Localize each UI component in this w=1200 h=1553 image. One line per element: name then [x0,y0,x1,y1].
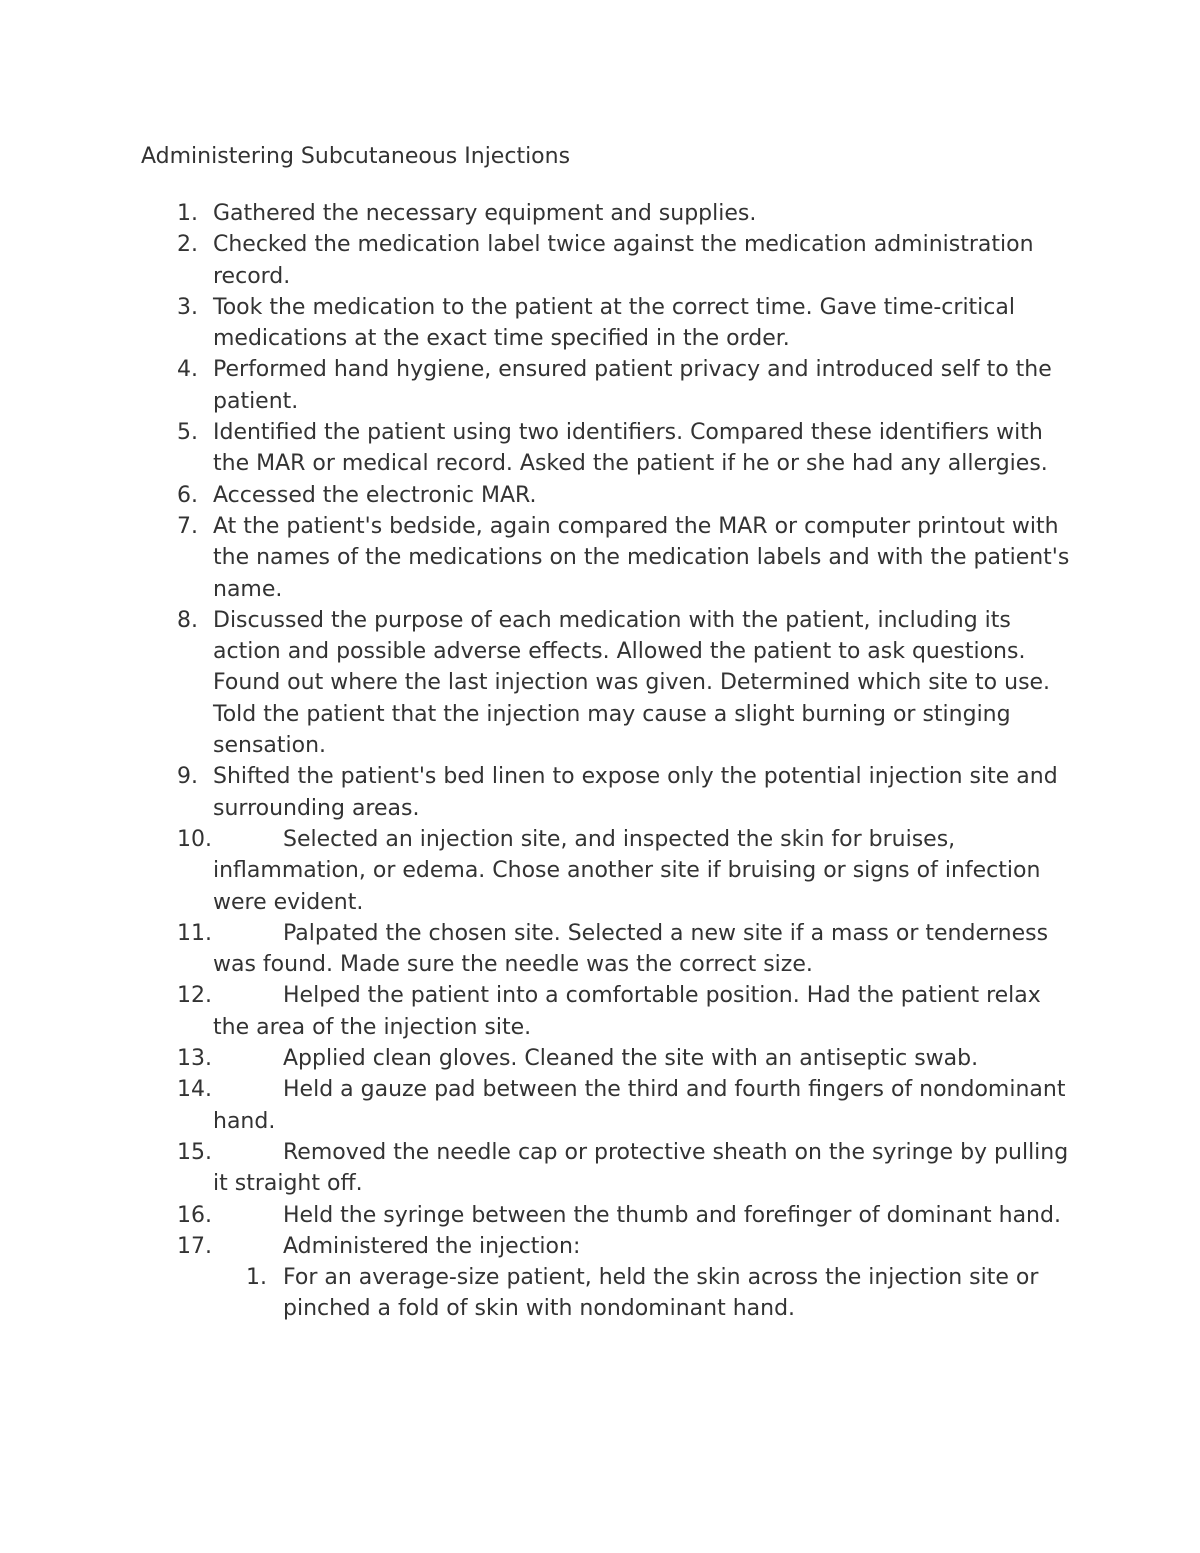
step-item [141,511,1071,605]
step-item [141,1231,1071,1325]
procedure-steps-list [141,198,1071,1325]
step-item [141,292,1071,355]
step-text: Administered the injection: [283,1233,581,1259]
step-item [141,229,1071,292]
step-text: Gathered the necessary equipment and supplies. [213,201,757,226]
substep-text: For an average-size patient, held the skin across the injection site or pinched a fold of skin with nondominant hand. [283,1265,1039,1322]
step-item [141,761,1071,824]
step-number: 13. [177,1046,212,1072]
step-text: Applied clean gloves. Cleaned the site with an antiseptic swab. [283,1046,979,1072]
step-number: 9. [177,764,198,790]
step-text: Shifted the patient's bed linen to expose only the potential injection site and surrounding areas. [213,764,1058,821]
step-item [141,480,1071,511]
step-text: Discussed the purpose of each medication with the patient, including its action and possible adverse effects. Allowed the patient to ask questions. Found out where the last injection was given. Determined which site to use. Told the patient that the injection may cause a slight burning or stinging sensation. [213,607,1051,759]
step-item [141,354,1071,417]
step-item [141,1137,1071,1200]
step-number: 12. [177,983,212,1009]
step-number: 11. [177,920,212,946]
step-number: 17. [177,1233,212,1259]
step-number: 15. [177,1139,212,1165]
step-text: Checked the medication label twice against the medication administration record. [213,232,1034,289]
step-text: Accessed the electronic MAR. [213,482,537,508]
step-number: 6. [177,482,198,508]
step-text: Performed hand hygiene, ensured patient privacy and introduced self to the patient. [213,357,1052,414]
step-item [141,918,1071,981]
step-number: 3. [177,294,198,320]
step-item [141,605,1071,761]
step-number: 1. [177,201,198,226]
step-text: Took the medication to the patient at the correct time. Gave time-critical medications at the exact time specified in the order. [213,294,1015,352]
step-number: 4. [177,357,198,383]
step-text: Held the syringe between the thumb and forefinger of dominant hand. [283,1202,1061,1228]
document-title: Administering Subcutaneous Injections [141,144,571,169]
step-item [141,824,1071,918]
step-number: 5. [177,420,198,446]
step-number: 14. [177,1077,212,1103]
step-text: Helped the patient into a comfortable position. Had the patient relax the area of the injection site. [213,983,1041,1040]
step-text: Removed the needle cap or protective sheath on the syringe by pulling it straight off. [213,1139,1069,1197]
step-number: 7. [177,513,198,539]
step-text: Identified the patient using two identifiers. Compared these identifiers with the MAR or medical record. Asked the patient if he or she had any allergies. [213,420,1048,477]
step-text: Selected an injection site, and inspected the skin for bruises, inflammation, or edema. Chose another site if bruising or signs of infection were evident. [213,826,1041,915]
step-item [141,1043,1071,1074]
step-item [141,417,1071,480]
step-number: 10. [177,826,212,852]
step-number: 16. [177,1202,212,1228]
step-item [141,980,1071,1043]
step-number: 8. [177,607,198,633]
step-item [141,198,1071,229]
step-item [141,1200,1071,1231]
substep-number: 1. [246,1265,267,1291]
substep-item [213,1262,1071,1325]
substeps-list [213,1262,1071,1325]
step-text: Held a gauze pad between the third and fourth fingers of nondominant hand. [213,1077,1066,1134]
step-number: 2. [177,232,198,258]
step-text: At the patient's bedside, again compared the MAR or computer printout with the names of the medications on the medication labels and with the patient's name. [213,513,1070,602]
step-item [141,1074,1071,1137]
step-text: Palpated the chosen site. Selected a new site if a mass or tenderness was found. Made sure the needle was the correct size. [213,920,1049,978]
